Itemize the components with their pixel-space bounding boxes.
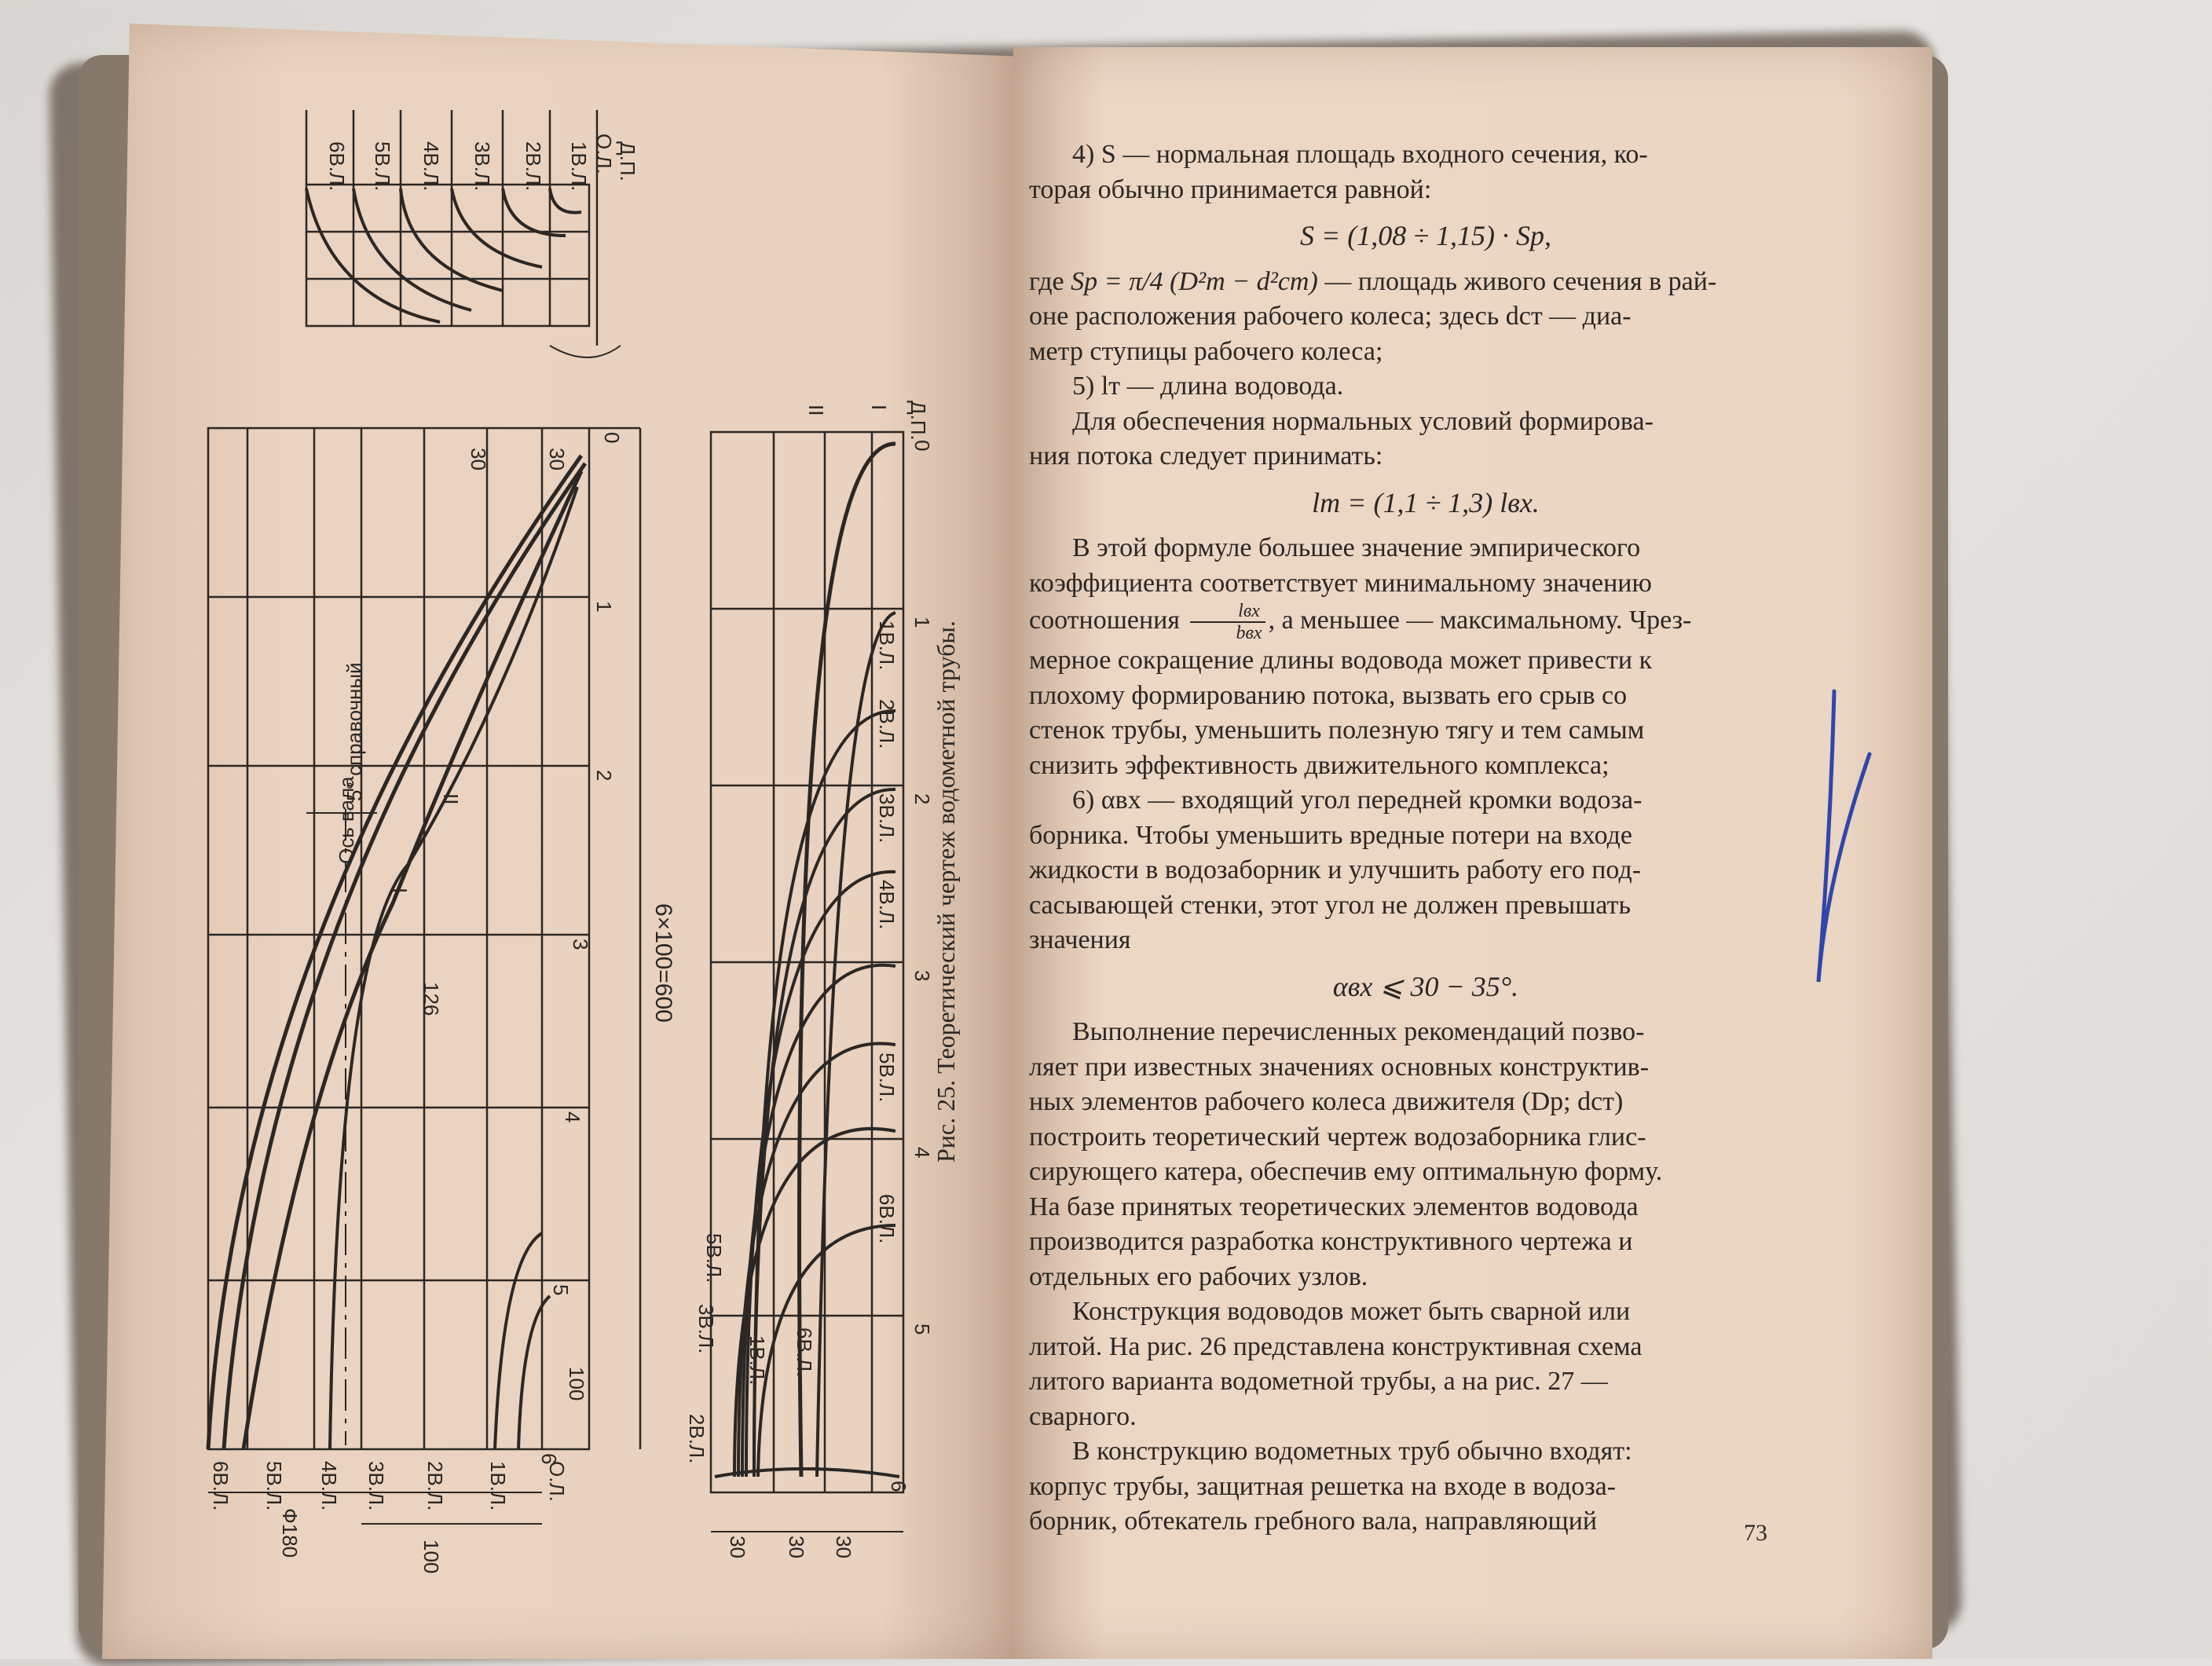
station-3: 3	[569, 939, 592, 950]
para-conditions: Для обеспечения нормальных условий формирова- ния потока следует принимать:	[1029, 406, 1654, 471]
label-top-8: О.Л.	[592, 134, 616, 174]
line-II-label: II	[439, 793, 463, 805]
station-5: 5	[549, 1284, 573, 1296]
station-1: 1	[592, 601, 616, 613]
page-number: 73	[1744, 1520, 1767, 1546]
formula-alpha: αвх ⩽ 30 − 35°.	[1332, 970, 1519, 1002]
plan-dim-1: 30	[726, 1536, 749, 1558]
plan-dim-2: 30	[785, 1536, 808, 1558]
dim-180: Ф180	[278, 1508, 302, 1558]
para-construction: Конструкция водоводов может быть сварной или литой. На рис. 26 представлена конструктивная схема литого варианта водометной трубы, а на рис. 27 — сварного.	[1029, 1297, 1643, 1431]
ratio-fraction: $\frac{\text{lвх}}{\text{bвх}}$	[1190, 601, 1265, 643]
plan-station-2: 2	[910, 793, 934, 805]
label-top-4: 3В.Л.	[471, 141, 494, 192]
profile-drawing	[208, 428, 640, 1524]
label-top-7: Д.П.	[616, 141, 639, 181]
plan-left-2: 3В.Л.	[694, 1304, 718, 1354]
bottom-label-3: 4В.Л.	[317, 1461, 341, 1511]
bottom-label-6: 1В.Л.	[486, 1461, 510, 1511]
plan-station-5: 5	[910, 1324, 934, 1335]
reference-label: 5° справочный	[342, 662, 366, 801]
right-page-text	[1029, 137, 1822, 1540]
label-top-2: 5В.Л.	[371, 141, 394, 192]
para-item-4: 4) S — нормальная площадь входного сечения, ко- торая обычно принимается равной:	[1029, 140, 1648, 204]
para-item-5: 5) lт — длина водовода.	[1072, 372, 1344, 401]
plan-left-4: 1В.Л.	[745, 1335, 769, 1386]
para-formula-note: В этой формуле большее значение эмпирического коэффициента соответствует минимальному значению соотношения $\frac{\text{lвх}}{\text{bвх}}$ , а меньшее — максимальному. Чрез- мерное сокращение длины водовода может привести к плохому формированию потока, вызвать его срыв со стенок трубы, уменьшить полезную тягу и тем самым снизить эффективность движительного комплекса;	[1029, 533, 1692, 780]
plan-wl-1: 1В.Л.	[875, 621, 899, 671]
dim-126: 126	[419, 982, 443, 1016]
station-6: 6	[537, 1453, 561, 1465]
formula-lt: lт = (1,1 ÷ 1,3) lвх.	[1312, 486, 1540, 518]
bottom-label-4: 3В.Л.	[364, 1461, 388, 1511]
label-top-6: 1В.Л.	[567, 141, 591, 192]
dim-total: 6×100=600	[650, 903, 676, 1023]
figure-caption: Рис. 25. Теоретический чертеж водометной трубы.	[932, 621, 960, 1163]
plan-wl-3: 3В.Л.	[875, 793, 899, 844]
plan-wl-2: 2В.Л.	[875, 699, 899, 749]
pen-mark	[1783, 683, 1877, 998]
station-2: 2	[592, 770, 616, 782]
label-top-1: 6В.Л.	[325, 141, 349, 192]
plan-station-6: 6	[887, 1481, 910, 1492]
station-0: 0	[600, 432, 624, 444]
plan-station-3: 3	[910, 970, 934, 982]
dim-30-a: 30	[467, 448, 490, 471]
dim-100-right: 100	[565, 1367, 588, 1401]
bottom-label-1: 6В.Л.	[209, 1461, 233, 1511]
plan-left-3: 2В.Л.	[685, 1414, 709, 1464]
shaft-axis-label: Ось вала	[335, 776, 358, 864]
plan-wl-6: 6В.Л.	[875, 1194, 899, 1244]
plan-top-I: I	[867, 405, 891, 411]
para-recommendations: Выполнение перечисленных рекомендаций позво- ляет при известных значениях основных конструктив- ных элементов рабочего колеса движителя (Dр; dст) построить теоретический чертеж водозаборника глис- сирующего катера, обеспечив ему оптимальную форму. На базе принятых теоретических элементов водовода производится разработка конструктивного чертежа и отдельных его рабочих узлов.	[1029, 1017, 1663, 1291]
plan-station-4: 4	[910, 1147, 934, 1159]
plan-wl-4: 4В.Л.	[875, 880, 899, 930]
dim-30-b: 30	[545, 448, 569, 471]
plan-station-0: 0	[910, 440, 934, 452]
plan-left-5: 6В.Л.	[793, 1327, 816, 1378]
plan-left-1: 5В.Л.	[702, 1233, 726, 1283]
bottom-label-7: О.Л.	[545, 1461, 569, 1502]
para-where: где Sр = π/4 (D²т − d²ст) — площадь живого сечения в рай- оне расположения рабочего колеса; здесь dст — диа- метр ступицы рабочего колеса;	[1029, 266, 1717, 366]
label-top-5: 2В.Л.	[522, 141, 545, 192]
plan-top-II: II	[804, 405, 828, 416]
bottom-label-2: 5В.Л.	[262, 1461, 286, 1511]
plan-dim-3: 30	[832, 1536, 855, 1558]
station-4: 4	[561, 1111, 584, 1123]
dim-100-bottom: 100	[419, 1540, 443, 1574]
para-item-6: 6) αвх — входящий угол передней кромки водоза- борника. Чтобы уменьшить вредные потери на входе жидкости в водозаборник и улучшить работу его под- сасывающей стенки, этот угол не должен превышать значения	[1029, 785, 1643, 954]
label-top-3: 4В.Л.	[419, 141, 443, 192]
plan-station-1: 1	[910, 617, 934, 628]
line-I-label: I	[388, 888, 412, 894]
plan-wl-5: 5В.Л.	[875, 1053, 899, 1103]
formula-s: S = (1,08 ÷ 1,15) · Sр,	[1299, 220, 1552, 251]
para-components: В конструкцию водометных труб обычно входят: корпус трубы, защитная решетка на входе в водоза- борник, обтекатель гребного вала, направляющий	[1029, 1437, 1632, 1536]
plan-top-dp: Д.П.	[906, 401, 930, 441]
bottom-label-5: 2В.Л.	[423, 1461, 447, 1511]
